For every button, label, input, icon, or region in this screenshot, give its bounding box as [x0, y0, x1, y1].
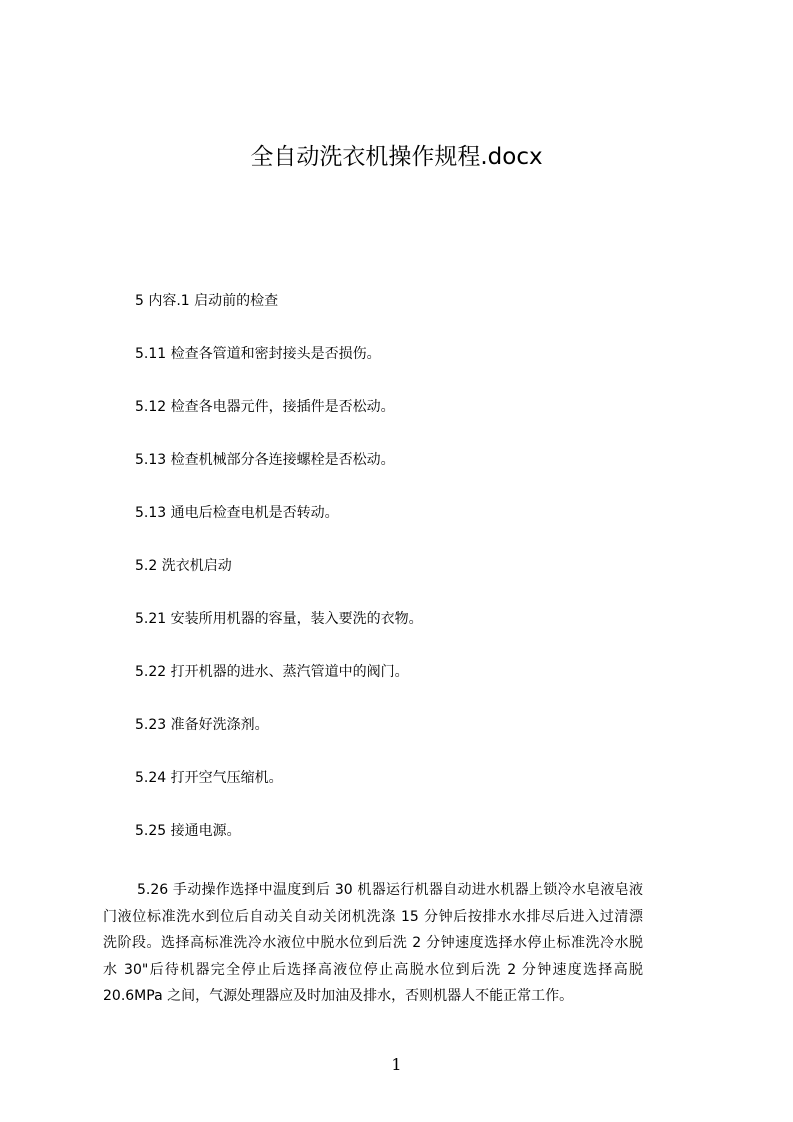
list-item: 5.24 打开空气压缩机。 [135, 770, 283, 786]
list-item: 5.12 检查各电器元件，接插件是否松动。 [135, 399, 395, 415]
paragraph-line: 20.6MPa 之间，气源处理器应及时加油及排水，否则机器人不能正常工作。 [103, 988, 574, 1004]
section-heading-washer-start: 5.2 洗衣机启动 [135, 558, 232, 574]
list-item: 5.11 检查各管道和密封接头是否损伤。 [135, 346, 381, 362]
list-item: 5.13 检查机械部分各连接螺栓是否松动。 [135, 452, 395, 468]
paragraph-line: 门液位标准洗水到位后自动关自动关闭机洗涤 15 分钟后按排水水排尽后进入过清漂 [103, 908, 643, 925]
list-item: 5.25 接通电源。 [135, 823, 241, 839]
section-heading-startup-check: 5 内容.1 启动前的检查 [135, 293, 279, 309]
paragraph-line: 5.26 手动操作选择中温度到后 30 机器运行机器自动进水机器上锁冷水皂液皂液 [137, 882, 643, 898]
paragraph-line: 洗阶段。选择高标准洗冷水液位中脱水位到后洗 2 分钟速度选择水停止标准洗冷水脱 [103, 935, 643, 951]
list-item: 5.21 安装所用机器的容量，装入要洗的衣物。 [135, 611, 423, 627]
list-item: 5.23 准备好洗涤剂。 [135, 717, 269, 733]
list-item: 5.22 打开机器的进水、蒸汽管道中的阀门。 [135, 664, 409, 680]
paragraph-line: 水 30"后待机器完全停止后选择高液位停止高脱水位到后洗 2 分钟速度选择高脱 [103, 961, 643, 978]
list-item: 5.13 通电后检查电机是否转动。 [135, 505, 339, 521]
document-title: 全自动洗衣机操作规程.docx [250, 144, 543, 170]
page-number: 1 [391, 1055, 402, 1074]
body-paragraph [103, 877, 643, 1010]
